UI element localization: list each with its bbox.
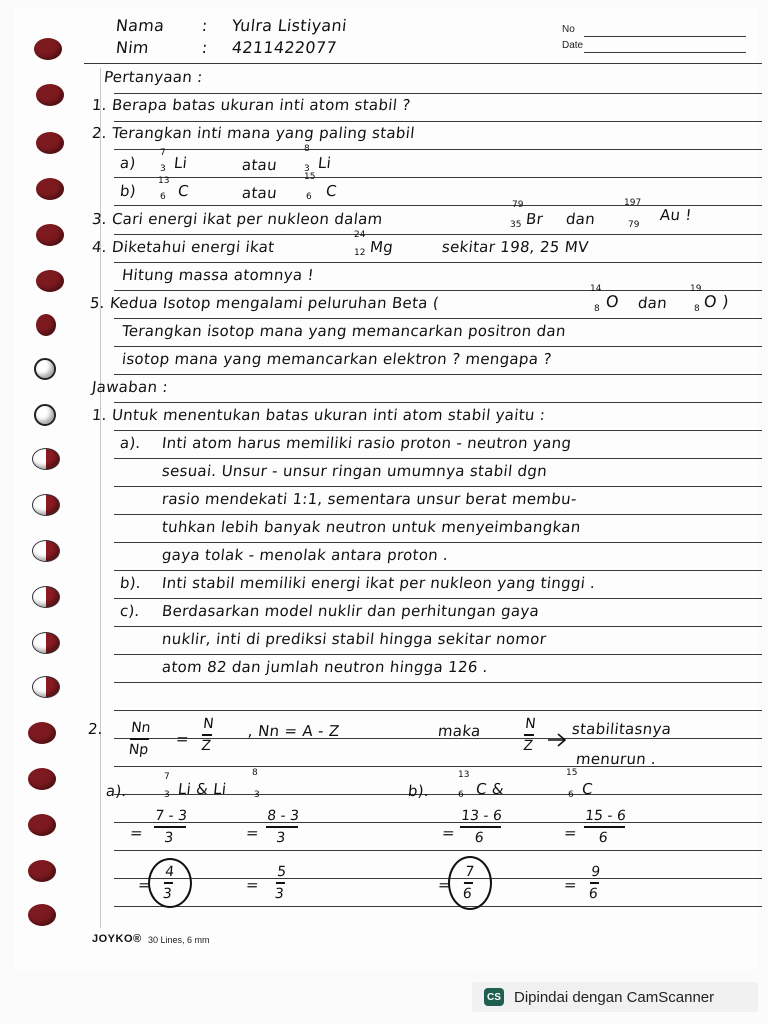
rule-line (114, 262, 762, 263)
denominator: 6 (462, 885, 473, 902)
result-li8 (274, 864, 287, 902)
stabilitas-text: stabilitasnya (571, 720, 673, 738)
rule-line (114, 598, 762, 599)
answer-2b-c1: C & (475, 780, 505, 798)
camscanner-text: Dipindai dengan CamScanner (514, 988, 715, 1006)
rule-line (114, 514, 762, 515)
binder-hole (32, 540, 60, 562)
q2b-right-z: 6 (306, 192, 312, 202)
question-2b-label: b) (119, 182, 137, 200)
q5-o2-z: 8 (694, 304, 700, 314)
q4-mg-mass: 24 (354, 230, 366, 240)
answer-1a-line5: gaya tolak - menolak antara proton . (161, 546, 450, 564)
q5-o2-mass: 19 (690, 284, 702, 294)
answers-title: Jawaban : (91, 378, 169, 396)
rule-line (114, 682, 762, 683)
q2a-right: Li (317, 154, 333, 172)
numerator: 13 - 6 (460, 808, 503, 824)
rule-line (114, 822, 762, 823)
a2b-z1: 6 (458, 790, 464, 800)
camscanner-logo-icon: CS (484, 988, 504, 1006)
binder-hole (28, 814, 56, 836)
a2a-mass1: 7 (164, 772, 170, 782)
fraction-bar (266, 826, 298, 828)
nn-over-np (128, 720, 151, 758)
binder-hole (36, 84, 64, 106)
rule-line (114, 906, 762, 907)
q5-dan: dan (637, 294, 669, 312)
fraction-li7 (152, 808, 188, 846)
equals-dot: = (137, 876, 152, 894)
answer-1c-line3: atom 82 dan jumlah neutron hingga 126 . (161, 658, 489, 676)
result-c15 (588, 864, 601, 902)
q5-o2: O ) (703, 292, 730, 311)
rule-line (114, 290, 762, 291)
rule-line (114, 458, 762, 459)
nama-colon: : (201, 16, 209, 35)
rule-line (114, 318, 762, 319)
binder-hole (32, 676, 60, 698)
nama-label: Nama (115, 16, 166, 35)
question-2: 2. Terangkan inti mana yang paling stabil (91, 124, 416, 142)
binder-hole (28, 904, 56, 926)
question-3: 3. Cari energi ikat per nukleon dalam (91, 210, 384, 228)
fraction-bar (130, 738, 150, 740)
denominator: 3 (274, 885, 285, 902)
q3-au-z: 79 (628, 220, 640, 230)
denominator: 6 (473, 829, 485, 846)
equals-dot: = (245, 876, 260, 894)
fraction-c13 (458, 808, 503, 846)
fraction-li8 (264, 808, 300, 846)
answer-1a-line1: Inti atom harus memiliki rasio proton - neutron yang (161, 434, 573, 452)
rule-line (114, 570, 762, 571)
binder-hole (36, 314, 56, 336)
date-rule (584, 52, 746, 53)
q4-mg: Mg (369, 238, 395, 256)
a2b-z2: 6 (568, 790, 574, 800)
rule-line (114, 430, 762, 431)
answer-2a-label: a). (105, 782, 128, 800)
date-label: Date (562, 40, 584, 51)
q3-br-mass: 79 (512, 200, 524, 210)
binder-hole (28, 768, 56, 790)
answer-1b: Inti stabil memiliki energi ikat per nukleon yang tinggi . (161, 574, 597, 592)
rule-line (114, 93, 762, 94)
equals-dot: = (245, 824, 260, 842)
nim-value: 4211422077 (231, 38, 338, 57)
nim-label: Nim (115, 38, 150, 57)
fraction-bar (590, 882, 599, 884)
binder-hole (32, 448, 60, 470)
q3-br-z: 35 (510, 220, 522, 230)
rule-line (114, 850, 762, 851)
denominator: 3 (163, 829, 175, 846)
rule-line (114, 766, 762, 767)
denominator: 6 (597, 829, 609, 846)
n-over-z-2 (522, 716, 536, 754)
binder-hole (34, 358, 56, 380)
answer-1a-label: a). (119, 434, 142, 452)
paper-spec: 30 Lines, 6 mm (148, 935, 210, 945)
question-5c: isotop mana yang memancarkan elektron ? mengapa ? (121, 350, 553, 368)
equals-dot: = (563, 824, 578, 842)
fraction-bar (276, 882, 285, 884)
rule-line (114, 177, 762, 178)
binder-hole (32, 586, 60, 608)
a2b-mass1: 13 (458, 770, 470, 780)
joyko-logo: JOYKO® (92, 933, 142, 945)
equals-dot: = (441, 824, 456, 842)
q3-au-mass: 197 (624, 198, 642, 208)
rule-line (114, 346, 762, 347)
fraction-bar (464, 882, 473, 884)
q3-au: Au ! (659, 206, 693, 224)
n-text: N (524, 716, 537, 732)
binder-hole (34, 38, 62, 60)
equals-dot: = (563, 876, 578, 894)
fraction-bar (164, 882, 173, 884)
binder-hole (34, 404, 56, 426)
numerator: 8 - 3 (266, 808, 300, 824)
notebook-sheet (14, 8, 758, 970)
answer-2a-pair: Li & Li (177, 780, 228, 798)
numerator: 7 - 3 (154, 808, 188, 824)
nn-text: Nn (130, 720, 152, 736)
q2b-right: C (325, 182, 338, 200)
rule-line (114, 486, 762, 487)
fraction-bar (460, 826, 501, 828)
q4-tail: sekitar 198, 25 MV (441, 238, 590, 256)
q2b-left-z: 6 (160, 192, 166, 202)
q2a-right-z: 3 (304, 164, 310, 174)
numerator: 9 (590, 864, 601, 880)
rule-line (114, 234, 762, 235)
fraction-bar (584, 826, 625, 828)
question-5b: Terangkan isotop mana yang memancarkan positron dan (121, 322, 567, 340)
menurun-text: menurun . (575, 750, 658, 768)
binder-hole (36, 132, 64, 154)
q2a-left: Li (173, 154, 189, 172)
no-rule (584, 36, 746, 37)
denominator: 6 (588, 885, 599, 902)
rule-line (114, 149, 762, 150)
a2a-z2: 3 (254, 790, 260, 800)
answer-2-number: 2. (87, 720, 104, 738)
answer-2b-label: b). (407, 782, 430, 800)
rule-line (114, 402, 762, 403)
answer-1a-line4: tuhkan lebih banyak neutron untuk menyeimbangkan (161, 518, 582, 536)
binder-hole (28, 722, 56, 744)
q2a-left-z: 3 (160, 164, 166, 174)
q5-o1: O (605, 292, 620, 311)
equals-dot: = (129, 824, 144, 842)
fraction-bar (154, 826, 186, 828)
z-text: Z (522, 737, 534, 754)
numerator: 7 (464, 864, 475, 880)
rule-line (114, 710, 762, 711)
rule-line (114, 542, 762, 543)
q5-o1-mass: 14 (590, 284, 602, 294)
no-label: No (562, 24, 575, 35)
q3-br: Br (525, 210, 545, 228)
binder-hole (36, 270, 64, 292)
numerator: 5 (276, 864, 287, 880)
question-4: 4. Diketahui energi ikat (91, 238, 276, 256)
binder-hole (32, 494, 60, 516)
question-1: 1. Berapa batas ukuran inti atom stabil ? (91, 96, 412, 114)
rule-line (114, 121, 762, 122)
answer-1c-line1: Berdasarkan model nuklir dan perhitungan gaya (161, 602, 541, 620)
nama-value: Yulra Listiyani (231, 16, 348, 35)
rule-line (114, 654, 762, 655)
a2b-mass2: 15 (566, 768, 578, 778)
binder-hole (36, 224, 64, 246)
fraction-c15 (582, 808, 627, 846)
maka-text: maka (437, 722, 482, 740)
np-text: Np (128, 741, 150, 758)
rule-line (114, 626, 762, 627)
equals-dot: = (437, 876, 452, 894)
q2b-left: C (177, 182, 190, 200)
answer-1a-line2: sesuai. Unsur - unsur ringan umumnya stabil dgn (161, 462, 548, 480)
nim-colon: : (201, 38, 209, 57)
q2b-mid: atau (241, 184, 278, 202)
q2a-left-mass: 7 (160, 148, 166, 158)
q4-mg-z: 12 (354, 248, 366, 258)
q3-dan: dan (565, 210, 597, 228)
rule-line (84, 63, 762, 64)
n-over-z (200, 716, 214, 754)
numerator: 15 - 6 (584, 808, 627, 824)
q5-o1-z: 8 (594, 304, 600, 314)
equals-sign: = (175, 730, 190, 748)
questions-title: Pertanyaan : (103, 68, 204, 86)
answer-1: 1. Untuk menentukan batas ukuran inti atom stabil yaitu : (91, 406, 547, 424)
answer-1c-line2: nuklir, inti di prediksi stabil hingga sekitar nomor (161, 630, 548, 648)
fraction-bar (202, 734, 213, 736)
a2a-mass2: 8 (252, 768, 258, 778)
question-5: 5. Kedua Isotop mengalami peluruhan Beta ( (89, 294, 440, 312)
margin-line (100, 68, 101, 928)
binder-hole (32, 632, 60, 654)
a2a-z1: 3 (164, 790, 170, 800)
question-2a-label: a) (119, 154, 137, 172)
fraction-bar (524, 734, 535, 736)
q2a-mid: atau (241, 156, 278, 174)
q2b-left-mass: 13 (158, 176, 170, 186)
denominator: 3 (162, 885, 173, 902)
answer-1a-line3: rasio mendekati 1:1, sementara unsur berat membu- (161, 490, 578, 508)
camscanner-badge (472, 982, 758, 1012)
rule-line (114, 374, 762, 375)
question-4b: Hitung massa atomnya ! (121, 266, 315, 284)
z-text: Z (200, 737, 212, 754)
numerator: 4 (164, 864, 175, 880)
answer-1c-label: c). (119, 602, 141, 620)
greater-arrow-icon (546, 732, 568, 748)
q2b-right-mass: 15 (304, 172, 316, 182)
q2a-right-mass: 8 (304, 144, 310, 154)
binder-hole (28, 860, 56, 882)
answer-2b-c2: C (581, 780, 594, 798)
answer-1b-label: b). (119, 574, 142, 592)
nn-formula: , Nn = A - Z (247, 722, 341, 740)
binder-hole (36, 178, 64, 200)
n-text: N (202, 716, 215, 732)
denominator: 3 (275, 829, 287, 846)
